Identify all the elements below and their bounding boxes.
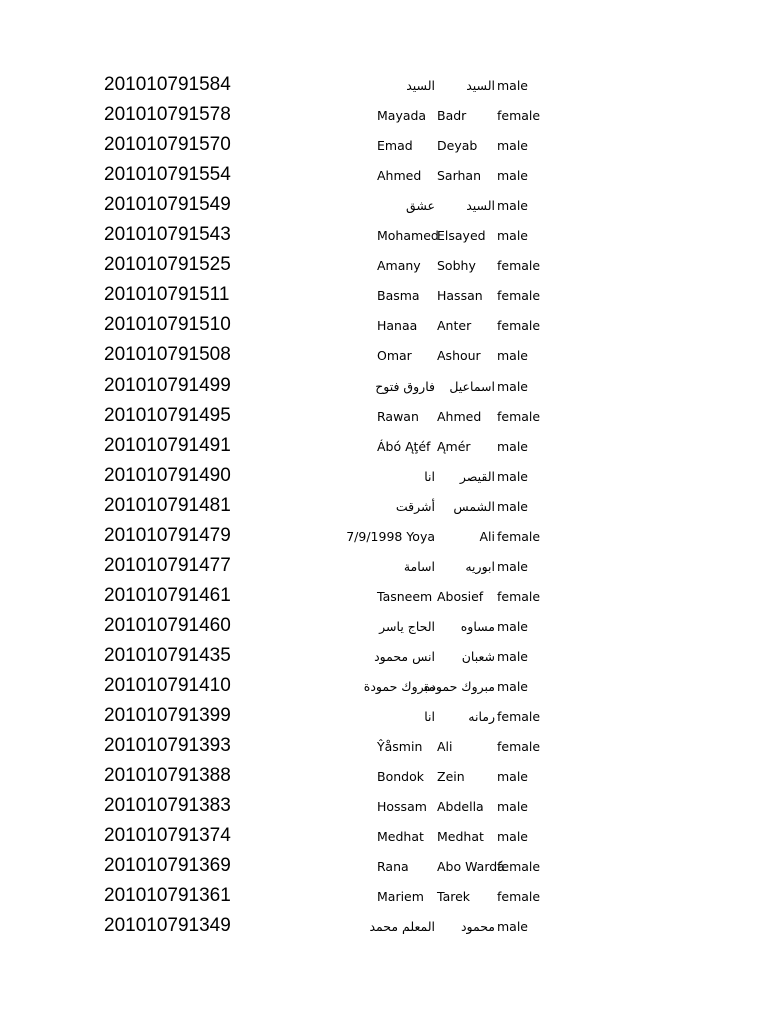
contact-row xyxy=(0,704,768,734)
first-name: انس محمود xyxy=(374,648,435,664)
first-name: Rana xyxy=(377,859,409,875)
first-name: مبروك حمودة xyxy=(363,679,435,694)
last-name: ابوريه xyxy=(465,558,495,574)
gender: male xyxy=(497,378,528,394)
gender: female xyxy=(497,288,541,304)
contact-row xyxy=(0,884,768,914)
first-name: Ŷåsmin xyxy=(377,739,423,755)
contact-row xyxy=(0,223,768,253)
gender: female xyxy=(497,258,541,274)
last-name: Ashour xyxy=(437,348,481,364)
last-name: Ali xyxy=(437,739,453,755)
contact-row xyxy=(0,313,768,343)
phone-number: 201010791549 xyxy=(104,194,231,216)
contact-row xyxy=(0,914,768,944)
phone-number: 201010791481 xyxy=(104,494,231,516)
gender: male xyxy=(497,919,528,935)
first-name: الحاج ياسر xyxy=(379,618,435,634)
last-name: السيد xyxy=(466,78,495,93)
gender: male xyxy=(497,438,528,454)
gender: female xyxy=(497,859,541,875)
gender: male xyxy=(497,168,528,184)
contact-row xyxy=(0,554,768,584)
phone-number: 201010791570 xyxy=(104,134,231,156)
phone-number: 201010791361 xyxy=(104,885,231,907)
gender: male xyxy=(497,78,528,93)
first-name: السيد xyxy=(406,78,435,93)
contact-row xyxy=(0,404,768,434)
gender: male xyxy=(497,558,528,574)
contact-row xyxy=(0,343,768,373)
contact-row xyxy=(0,374,768,404)
gender: male xyxy=(497,799,528,815)
last-name: شعبان xyxy=(461,648,495,664)
first-name: أشرقت xyxy=(395,498,435,514)
gender: male xyxy=(497,618,528,634)
first-name: عشق xyxy=(405,198,435,214)
gender: male xyxy=(497,648,528,664)
first-name: فاروق فتوح xyxy=(375,378,435,394)
contact-row xyxy=(0,764,768,794)
phone-number: 201010791410 xyxy=(104,675,231,696)
phone-number: 201010791477 xyxy=(104,554,231,576)
last-name: محمود xyxy=(460,919,495,935)
first-name: انا xyxy=(424,468,435,484)
phone-number: 201010791383 xyxy=(104,795,231,817)
contact-row xyxy=(0,434,768,464)
last-name: اسماعيل xyxy=(449,378,495,394)
phone-number: 201010791349 xyxy=(104,915,231,937)
gender: female xyxy=(497,889,541,905)
last-name: Hassan xyxy=(437,288,483,304)
gender: male xyxy=(497,198,528,214)
contact-row xyxy=(0,734,768,764)
last-name: السيد xyxy=(466,198,495,214)
gender: female xyxy=(497,108,541,124)
phone-number: 201010791460 xyxy=(104,614,231,636)
contact-row xyxy=(0,674,768,704)
phone-number: 201010791374 xyxy=(104,825,231,847)
first-name: Tasneem xyxy=(377,588,433,604)
first-name: Emad xyxy=(377,138,413,154)
contact-row xyxy=(0,824,768,854)
first-name: 7/9/1998 Yoya xyxy=(346,528,435,544)
first-name: Amany xyxy=(377,258,421,274)
gender: male xyxy=(497,679,528,694)
last-name: مبروك حمودة xyxy=(423,679,495,694)
contact-row xyxy=(0,283,768,313)
contact-row xyxy=(0,163,768,193)
last-name: رمانه xyxy=(468,709,495,725)
phone-number: 201010791369 xyxy=(104,855,231,877)
gender: female xyxy=(497,739,541,755)
gender: male xyxy=(497,228,528,244)
contact-row xyxy=(0,253,768,283)
contact-row xyxy=(0,133,768,163)
first-name: Hossam xyxy=(377,799,427,815)
phone-number: 201010791543 xyxy=(104,224,231,246)
first-name: Ábó Ąţéf xyxy=(377,438,431,454)
contact-row xyxy=(0,854,768,884)
first-name: Mohamed xyxy=(377,228,439,244)
contact-row xyxy=(0,614,768,644)
last-name: القيصر xyxy=(459,468,495,484)
contact-row xyxy=(0,73,768,103)
last-name: Medhat xyxy=(437,829,484,845)
phone-number: 201010791393 xyxy=(104,735,231,757)
gender: female xyxy=(497,318,541,334)
first-name: Mariem xyxy=(377,889,424,905)
gender: female xyxy=(497,528,541,544)
phone-number: 201010791399 xyxy=(104,705,231,727)
gender: male xyxy=(497,468,528,484)
phone-number: 201010791490 xyxy=(104,464,231,486)
phone-number: 201010791554 xyxy=(104,164,231,186)
gender: female xyxy=(497,408,541,424)
last-name: Elsayed xyxy=(437,228,486,244)
gender: female xyxy=(497,588,541,604)
first-name: Mayada xyxy=(377,108,427,124)
last-name: Ahmed xyxy=(437,408,482,424)
contact-row xyxy=(0,193,768,223)
last-name: Sarhan xyxy=(437,168,482,184)
first-name: Bondok xyxy=(377,769,424,785)
last-name: مساوه xyxy=(460,618,495,634)
last-name: الشمس xyxy=(453,498,495,514)
first-name: Hanaa xyxy=(377,318,418,334)
first-name: Medhat xyxy=(377,829,424,845)
phone-number: 201010791461 xyxy=(104,584,231,606)
first-name: Basma xyxy=(377,288,420,304)
last-name: Anter xyxy=(437,318,472,334)
phone-number: 201010791508 xyxy=(104,344,231,366)
last-name: Badr xyxy=(437,108,467,124)
last-name: Zein xyxy=(437,769,465,785)
gender: male xyxy=(497,769,528,785)
contact-row xyxy=(0,794,768,824)
phone-number: 201010791525 xyxy=(104,254,231,276)
first-name: انا xyxy=(424,709,435,725)
contact-row xyxy=(0,644,768,674)
last-name: Sobhy xyxy=(437,258,476,274)
last-name: Abo Wardá xyxy=(437,859,505,875)
first-name: المعلم محمد xyxy=(369,919,435,935)
last-name: Ali xyxy=(479,528,495,544)
contact-row xyxy=(0,524,768,554)
phone-number: 201010791584 xyxy=(104,74,231,95)
last-name: Deyab xyxy=(437,138,478,154)
contact-row xyxy=(0,103,768,133)
phone-number: 201010791511 xyxy=(104,284,230,306)
contact-row xyxy=(0,464,768,494)
gender: female xyxy=(497,709,541,725)
first-name: Rawan xyxy=(377,408,419,424)
gender: male xyxy=(497,138,528,154)
last-name: Tarek xyxy=(437,889,471,905)
gender: male xyxy=(497,498,528,514)
phone-number: 201010791388 xyxy=(104,765,231,787)
first-name: اسامة xyxy=(403,558,435,574)
last-name: Ąmér xyxy=(437,438,471,454)
gender: male xyxy=(497,348,528,364)
phone-number: 201010791495 xyxy=(104,404,231,426)
contact-row xyxy=(0,494,768,524)
phone-number: 201010791578 xyxy=(104,104,231,126)
phone-number: 201010791491 xyxy=(104,434,231,456)
contact-row xyxy=(0,584,768,614)
last-name: Abdella xyxy=(437,799,484,815)
phone-number: 201010791499 xyxy=(104,374,231,396)
last-name: Abosief xyxy=(437,588,484,604)
phone-number: 201010791435 xyxy=(104,644,231,666)
first-name: Omar xyxy=(377,348,412,364)
phone-number: 201010791479 xyxy=(104,524,231,546)
first-name: Ahmed xyxy=(377,168,422,184)
phone-number: 201010791510 xyxy=(104,314,231,336)
gender: male xyxy=(497,829,528,845)
